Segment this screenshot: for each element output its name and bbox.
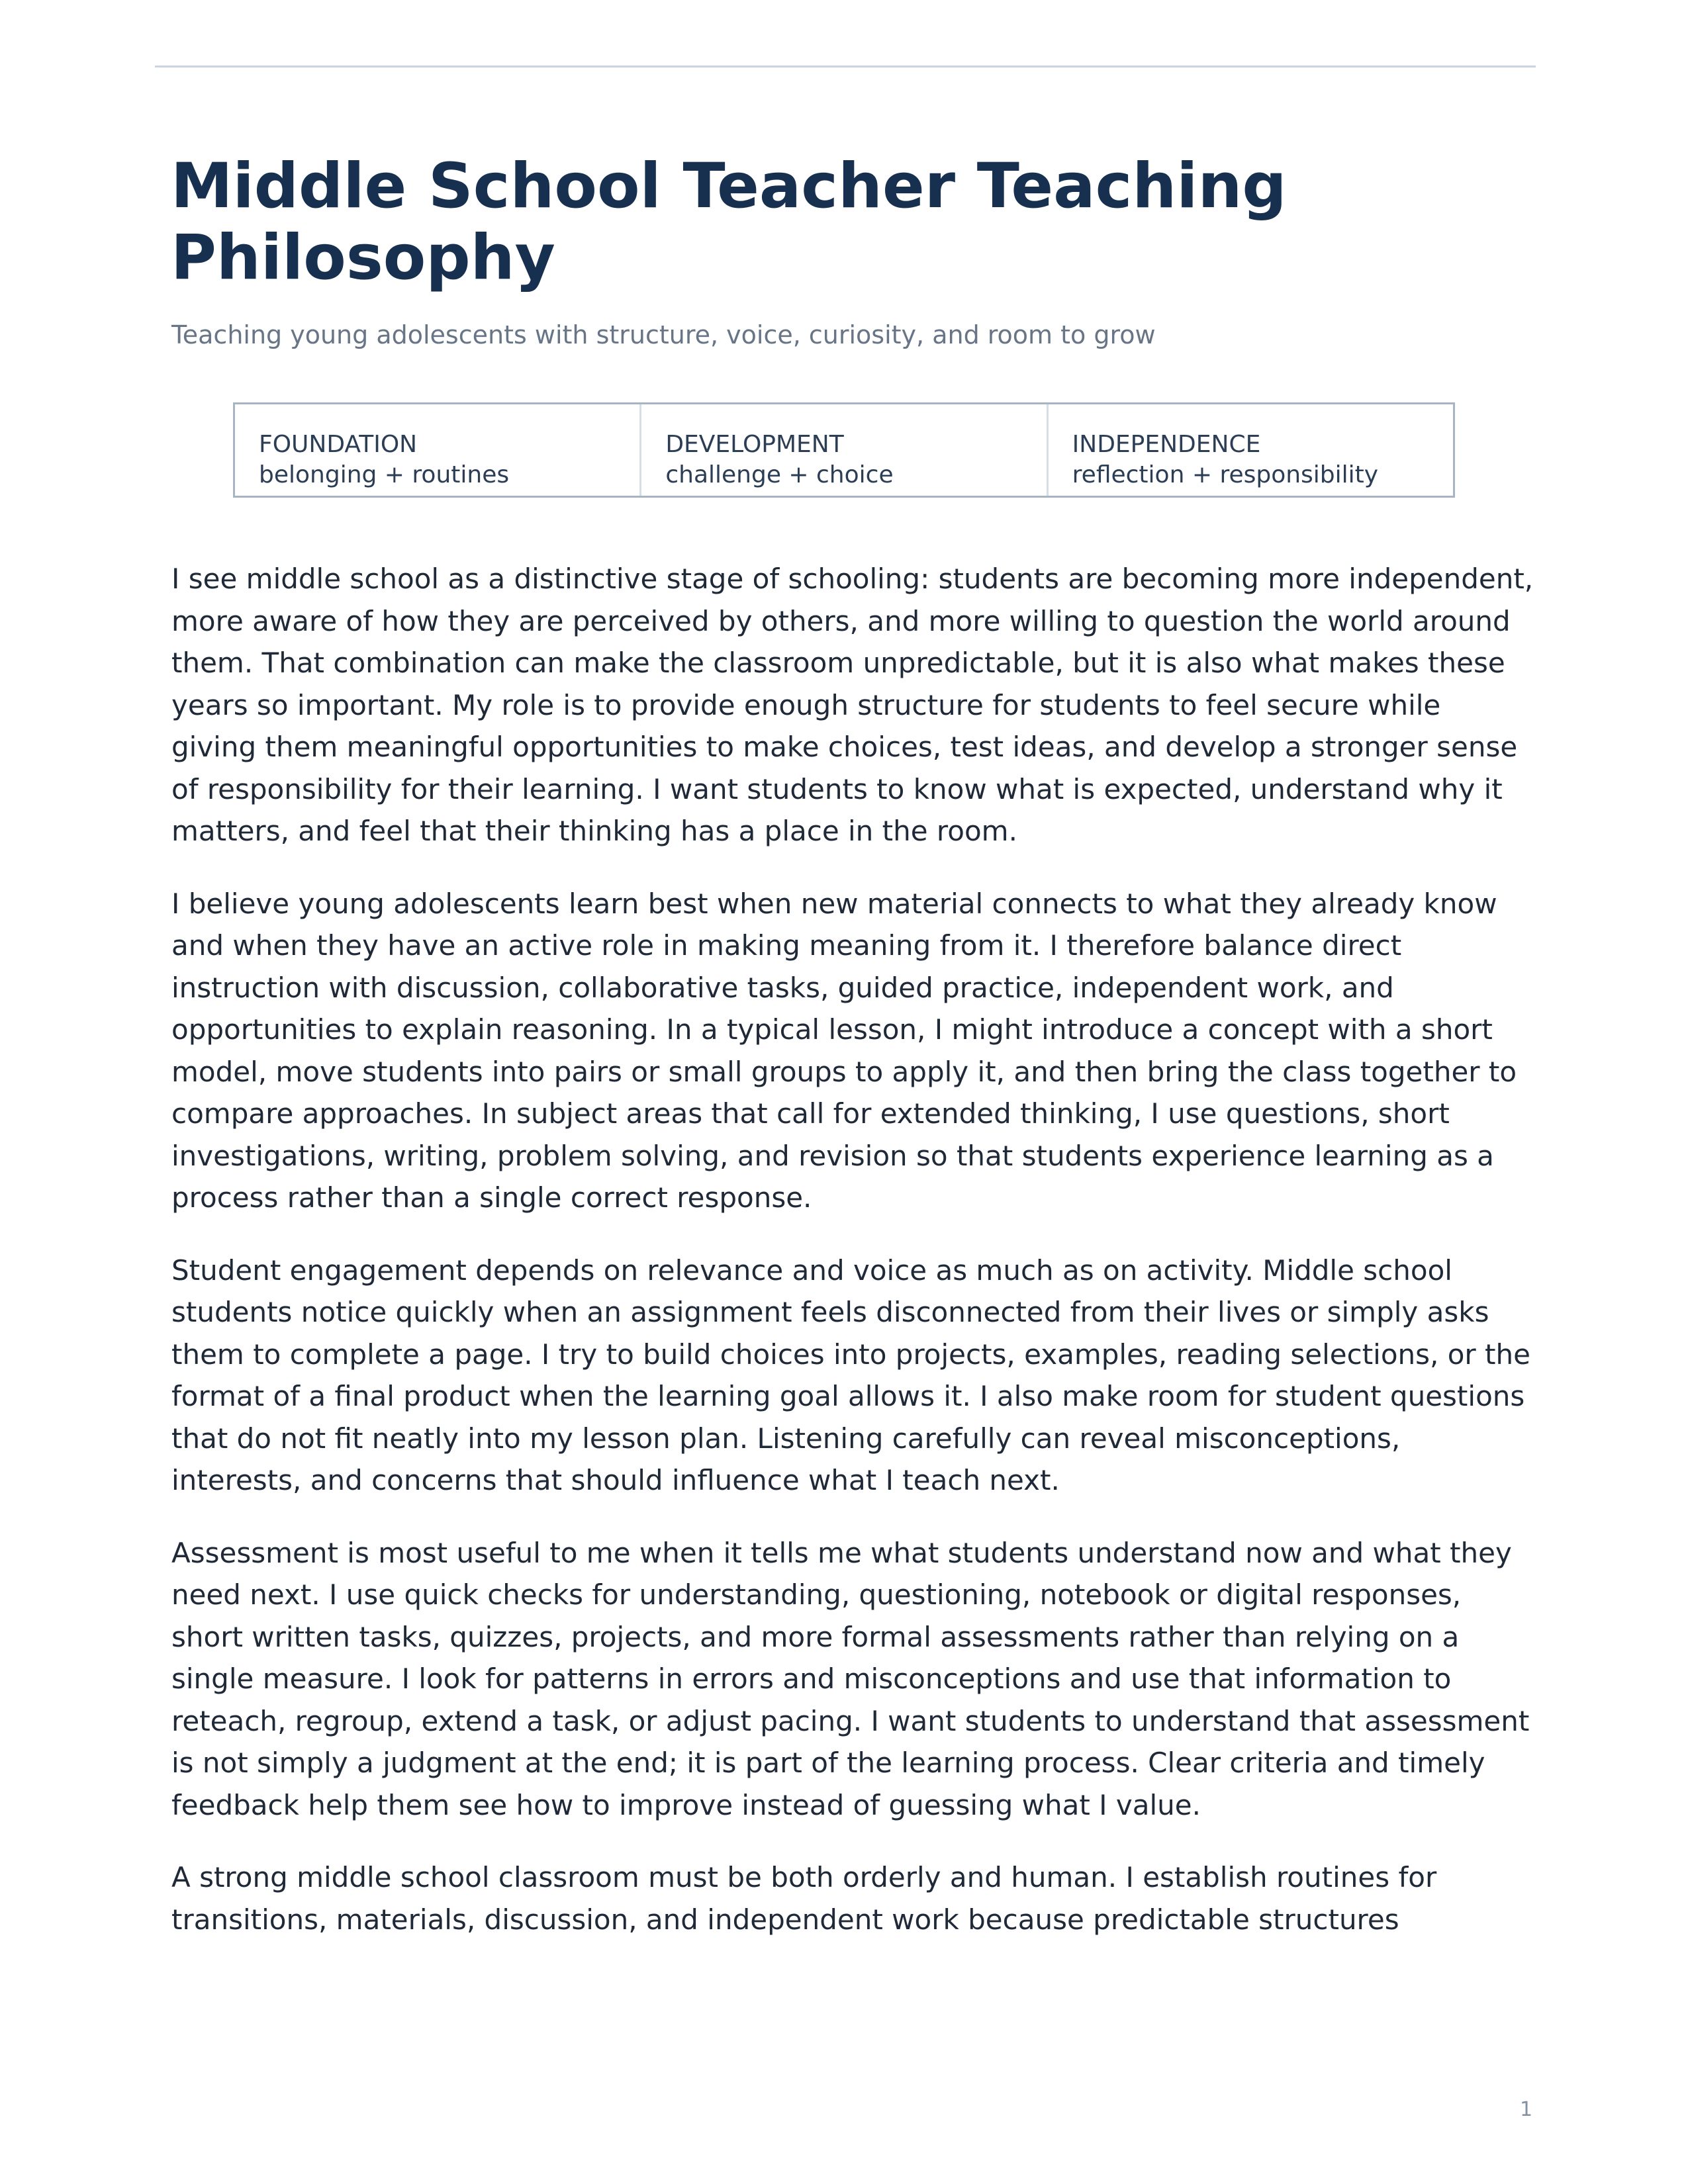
paragraph: Assessment is most useful to me when it tells me what students understand now and what they need next. I use quick checks for understanding, questioning, notebook or digital responses, short written tasks, quizzes, projects, and more formal assessments rather than relying on a single measure. I look for patterns in errors and misconceptions and use that information to reteach, regroup, extend a task, or adjust pacing. I want students to understand that assessment is not simply a judgment at the end; it is part of the learning process. Clear criteria and timely feedback help them see how to improve instead of guessing what I value. — [171, 1536, 1530, 1821]
stage-description: challenge + choice — [665, 461, 894, 488]
paragraph: Student engagement depends on relevance and voice as much as on activity. Middle school students notice quickly when an assignment feels disconnected from their lives or simply asks them to complete a page. I try to build choices into projects, examples, reading selections, or the format of a final product when the learning goal allows it. I also make room for student questions that do not fit neatly into my lesson plan. Listening carefully can reveal misconceptions, interests, and concerns that should influence what I teach next. — [171, 1253, 1530, 1496]
stage-description: belonging + routines — [259, 461, 510, 488]
header-rule — [155, 66, 1536, 68]
paragraph: A strong middle school classroom must be both orderly and human. I establish routines for transitions, materials, discussion, and independent work because predictable structures — [171, 1861, 1437, 1936]
paragraph: I believe young adolescents learn best when new material connects to what they already know and when they have an active role in making meaning from it. I therefore balance direct instruction with discussion, collaborative tasks, guided practice, independent work, and opportunities to explain reasoning. In a typical lesson, I might introduce a concept with a short model, move students into pairs or small groups to apply it, and then bring the class together to compare approaches. In subject areas that call for extended thinking, I use questions, short investigations, writing, problem solving, and revision so that students experience learning as a process rather than a single correct response. — [171, 887, 1517, 1214]
stage-cell-development — [641, 404, 1048, 496]
stage-cell-independence — [1049, 404, 1453, 496]
stage-name: INDEPENDENCE — [1072, 431, 1261, 458]
stage-name: FOUNDATION — [259, 431, 418, 458]
page-title: Middle School Teacher Teaching Philosophy — [171, 150, 1287, 294]
stage-name: DEVELOPMENT — [665, 431, 844, 458]
stages-table — [233, 402, 1455, 498]
page-number: 1 — [1520, 2098, 1533, 2121]
stage-cell-foundation — [235, 404, 641, 496]
stage-description: reflection + responsibility — [1072, 461, 1379, 488]
page-subtitle: Teaching young adolescents with structure, voice, curiosity, and room to grow — [171, 320, 1156, 349]
body-text — [171, 558, 1534, 1971]
paragraph: I see middle school as a distinctive stage of schooling: students are becoming more independent, more aware of how they are perceived by others, and more willing to question the world around them. That combination can make the classroom unpredictable, but it is also what makes these years so important. My role is to provide enough structure for students to feel secure while giving them meaningful opportunities to make choices, test ideas, and develop a stronger sense of responsibility for their learning. I want students to know what is expected, understand why it matters, and feel that their thinking has a place in the room. — [171, 563, 1534, 847]
